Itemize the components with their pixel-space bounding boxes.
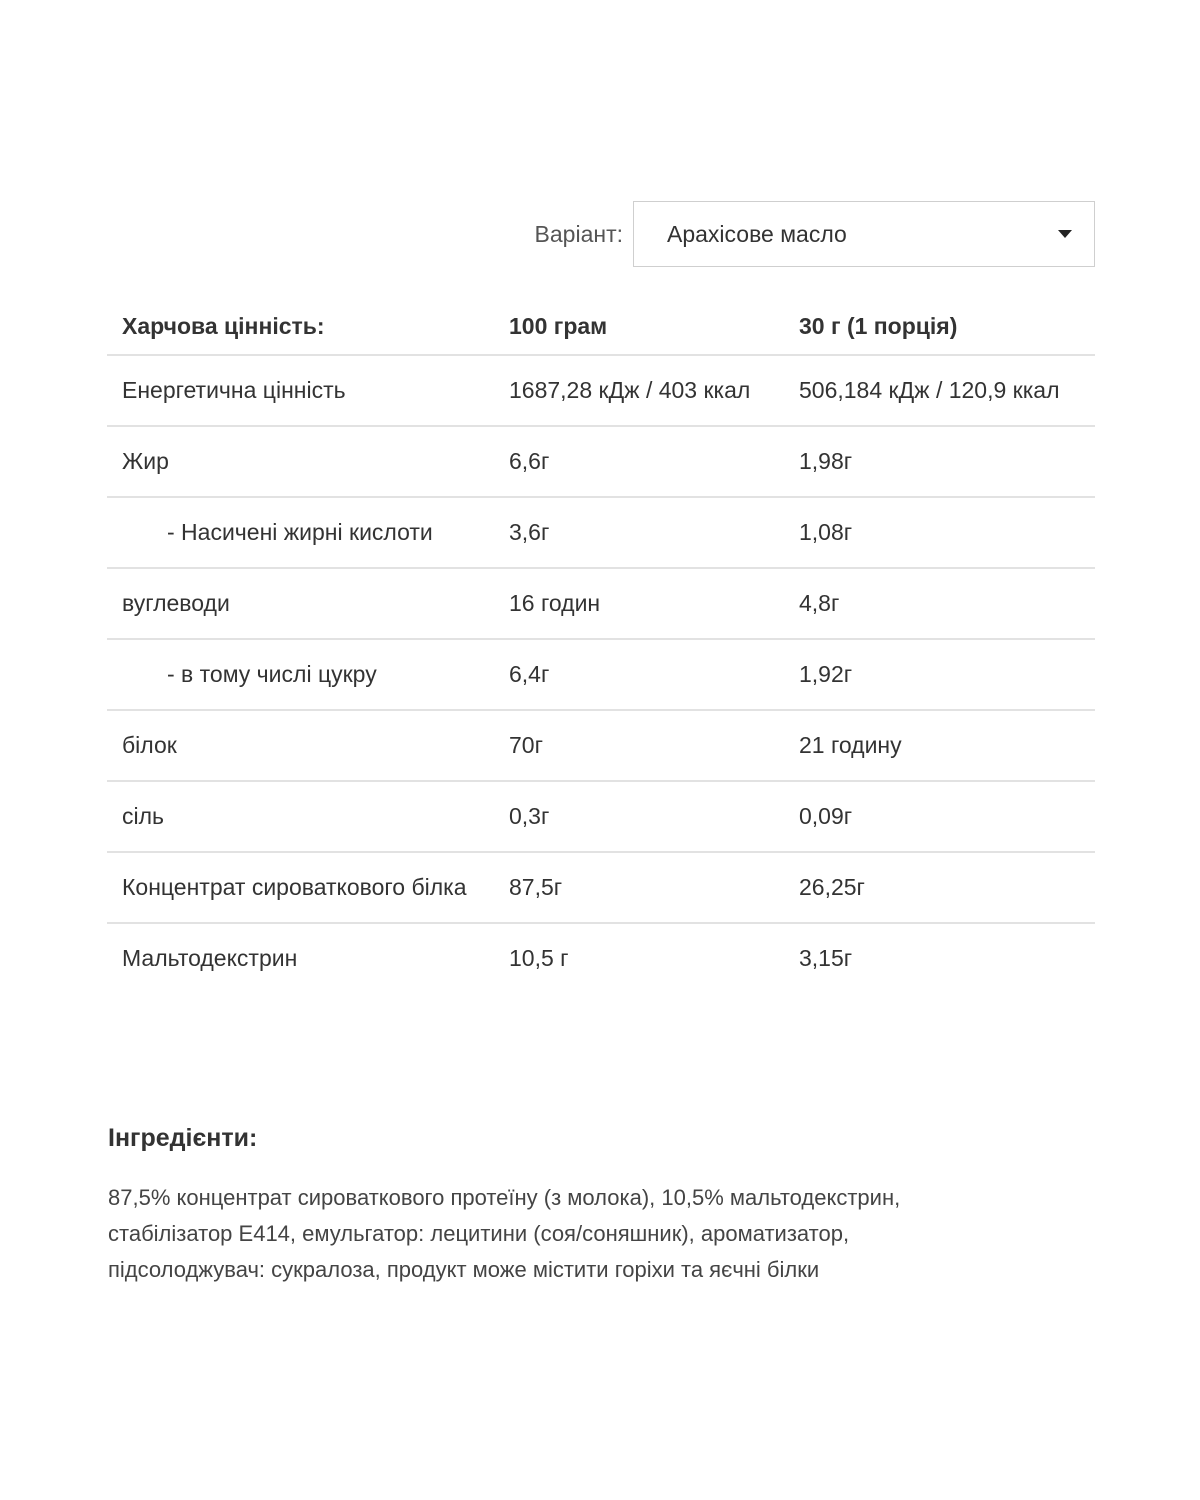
variant-selected-value: Арахісове масло — [667, 220, 847, 247]
row-per100: 6,4г — [494, 639, 784, 710]
row-name: Жир — [107, 426, 494, 497]
row-per100: 16 годин — [494, 568, 784, 639]
row-per100: 70г — [494, 710, 784, 781]
table-row — [107, 355, 1095, 426]
row-per100: 1687,28 кДж / 403 ккал — [494, 355, 784, 426]
row-per30: 21 годину — [784, 710, 1095, 781]
row-name: Мальтодекстрин — [122, 945, 298, 971]
nutrition-table — [107, 298, 1095, 993]
row-per30: 1,98г — [784, 426, 1095, 497]
table-row — [107, 497, 1095, 568]
row-per100: 3,6г — [494, 497, 784, 568]
row-per30: 3,15г — [799, 945, 853, 971]
caret-down-icon — [1058, 230, 1072, 238]
row-per30: 4,8г — [784, 568, 1095, 639]
ingredients-title: Інгредієнти: — [108, 1124, 258, 1152]
row-name: білок — [107, 710, 494, 781]
row-per30: 1,92г — [784, 639, 1095, 710]
variant-label: Варіант: — [534, 220, 623, 247]
row-per100: 87,5г — [494, 852, 784, 923]
table-row — [107, 852, 1095, 923]
row-name: Енергетична цінність — [107, 355, 494, 426]
row-name: сіль — [107, 781, 494, 852]
row-per100: 6,6г — [494, 426, 784, 497]
row-name: - Насичені жирні кислоти — [107, 497, 494, 568]
table-row — [107, 781, 1095, 852]
row-per30: 506,184 кДж / 120,9 ккал — [784, 355, 1095, 426]
header-nutrition-value: Харчова цінність: — [107, 298, 494, 355]
row-name: вуглеводи — [107, 568, 494, 639]
row-per30: 0,09г — [784, 781, 1095, 852]
header-per-100g: 100 грам — [494, 298, 784, 355]
row-name: Концентрат сироваткового білка — [107, 852, 494, 923]
row-name: - в тому числі цукру — [107, 639, 494, 710]
row-per100: 10,5 г — [509, 945, 569, 971]
table-row — [107, 710, 1095, 781]
row-per100: 0,3г — [494, 781, 784, 852]
table-row — [107, 568, 1095, 639]
table-row — [107, 639, 1095, 710]
variant-select[interactable] — [633, 201, 1095, 267]
table-row — [107, 923, 1095, 993]
variant-selector-row — [535, 201, 1095, 267]
table-row — [107, 426, 1095, 497]
row-per30: 26,25г — [784, 852, 1095, 923]
header-per-serving: 30 г (1 порція) — [784, 298, 1095, 355]
row-per30: 1,08г — [784, 497, 1095, 568]
ingredients-text: 87,5% концентрат сироваткового протеїну (з молока), 10,5% мальтодекстрин, стабілізатор Е414, емульгатор: лецитини (соя/соняшник), ароматизатор, підсолоджувач: сукралоза, продукт може містити горіхи та яєчні білки — [108, 1185, 901, 1282]
table-header-row — [107, 298, 1095, 355]
